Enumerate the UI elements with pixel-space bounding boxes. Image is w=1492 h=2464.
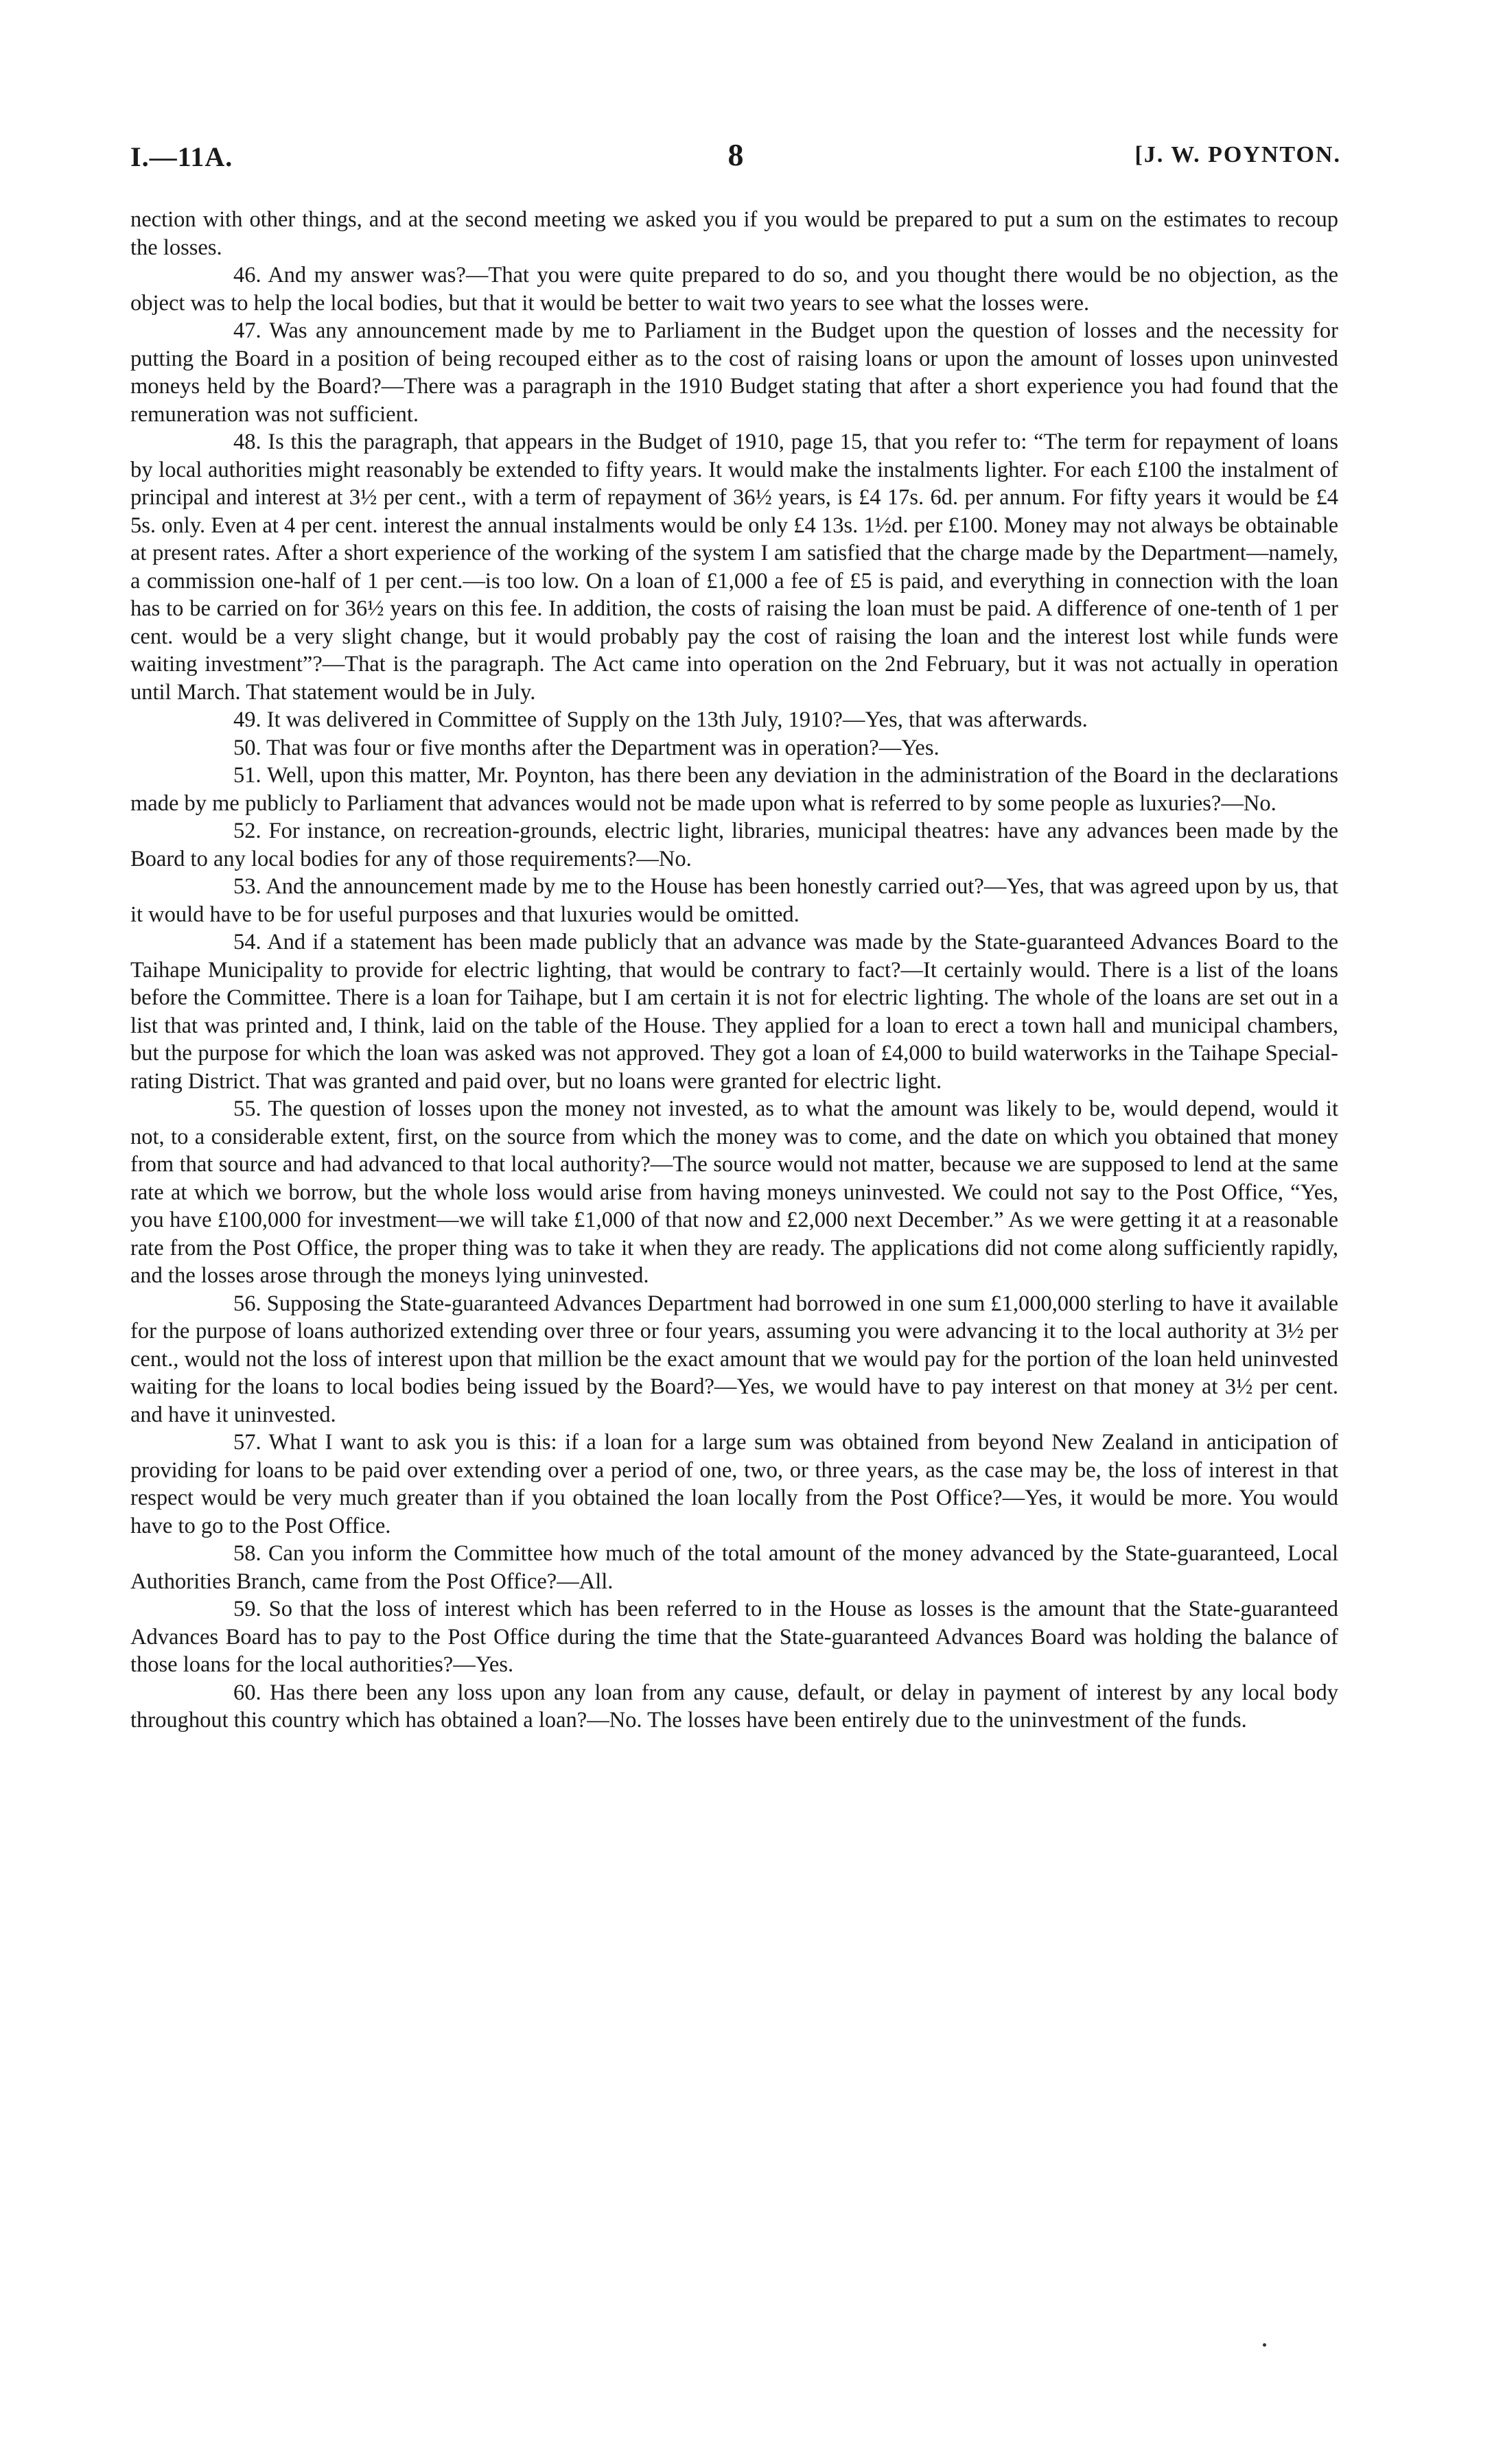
witness-name: [J. W. POYNTON. [1134,142,1341,167]
question-51: 51. Well, upon this matter, Mr. Poynton, has there been any deviation in the administration of the Board in the declarations made by me publicly to Parliament that advances would not be made upon what is referred to by some people as luxuries?—No. [130,763,1338,816]
print-speck [1263,2343,1266,2347]
question-48: 48. Is this the paragraph, that appears in the Budget of 1910, page 15, that you refer to: “The term for repayment of loans by local authorities might reasonably be extended to fifty years. It would make the instalments lighter. For each £100 the instalment of principal and interest at 3½ per cent., with a term of repayment of 36½ years, is £4 17s. 6d. per annum. For fifty years it would be £4 5s. only. Even at 4 per cent. interest the annual instalments would be only £4 13s. 1½d. per £100. Money may not always be obtainable at present rates. After a short experience of the working of the system I am satisfied that the charge made by the Department—namely, a commission one-half of 1 per cent.—is too low. On a loan of £1,000 a fee of £5 is paid, and everything in connection with the loan has to be carried on for 36½ years on this fee. In addition, the costs of raising the loan must be paid. A difference of one-tenth of 1 per cent. would be a very slight change, but it would probably pay the cost of raising the loan and the interest lost while funds were waiting investment”?—That is the paragraph. The Act came into operation on the 2nd February, but it was not actually in operation until March. That statement would be in July. [130,430,1338,705]
page-header [130,137,1341,182]
document-reference: I.—11A. [130,141,233,172]
question-46: 46. And my answer was?—That you were quite prepared to do so, and you thought there would be no objection, as the object was to help the local bodies, but that it would be better to wait two years to see what the losses were. [130,263,1338,316]
question-58: 58. Can you inform the Committee how much of the total amount of the money advanced by the State-guaranteed, Local Authorities Branch, came from the Post Office?—All. [130,1541,1338,1594]
question-60: 60. Has there been any loss upon any loan from any cause, default, or delay in payment of interest by any local body throughout this country which has obtained a loan?—No. The losses have been entirely due to the uninvestment of the funds. [130,1680,1338,1733]
question-53: 53. And the announcement made by me to the House has been honestly carried out?—Yes, that was agreed upon by us, that it would have to be for useful purposes and that luxuries would be omitted. [130,874,1338,927]
question-50: 50. That was four or five months after the Department was in operation?—Yes. [233,735,940,760]
question-52: 52. For instance, on recreation-grounds, electric light, libraries, municipal theatres: have any advances been made by the Board to any local bodies for any of those requirements?—No. [130,819,1338,871]
question-47: 47. Was any announcement made by me to Parliament in the Budget upon the question of losses and the necessity for putting the Board in a position of being recouped either as to the cost of raising loans or upon the amount of losses upon uninvested moneys held by the Board?—There was a paragraph in the 1910 Budget stating that after a short experience you had found that the remuneration was not sufficient. [130,318,1338,427]
question-59: 59. So that the loss of interest which has been referred to in the House as losses is the amount that the State-guaranteed Advances Board has to pay to the Post Office during the time that the State-guaranteed Advances Board was holding the balance of those loans for the local authorities?—Yes. [130,1597,1338,1677]
question-54: 54. And if a statement has been made publicly that an advance was made by the State-guaranteed Advances Board to the Taihape Municipality to provide for electric lighting, that would be contrary to fact?—It certainly would. There is a list of the loans before the Committee. There is a loan for Taihape, but I am certain it is not for electric lighting. The whole of the loans are set out in a list that was printed and, I think, laid on the table of the House. They applied for a loan to erect a town hall and municipal chambers, but the purpose for which the loan was asked was not approved. They got a loan of £4,000 to build waterworks in the Taihape Special-rating District. That was granted and paid over, but no loans were granted for electric light. [130,930,1338,1094]
question-56: 56. Supposing the State-guaranteed Advances Department had borrowed in one sum £1,000,000 sterling to have it available for the purpose of loans authorized extending over three or four years, assuming you were advancing it to the local authority at 3½ per cent., would not the loss of interest upon that million be the exact amount that we would pay for the portion of the loan held uninvested waiting for the loans to local bodies being issued by the Board?—Yes, we would have to pay interest on that money at 3½ per cent. and have it uninvested. [130,1291,1338,1427]
question-57: 57. What I want to ask you is this: if a loan for a large sum was obtained from beyond New Zealand in anticipation of providing for loans to be paid over extending over a period of one, two, or three years, as the case may be, the loss of interest in that respect would be very much greater than if you obtained the loan locally from the Post Office?—Yes, it would be more. You would have to go to the Post Office. [130,1430,1338,1538]
paragraph-continuation: nection with other things, and at the second meeting we asked you if you would be prepared to put a sum on the estimates to recoup the losses. [130,207,1338,260]
transcript-body [130,206,1338,1735]
question-55: 55. The question of losses upon the money not invested, as to what the amount was likely to be, would depend, would it not, to a considerable extent, first, on the source from which the money was to come, and the date on which you obtained that money from that source and had advanced to that local authority?—The source would not matter, because we are supposed to lend at the same rate at which we borrow, but the whole loss would arise from having moneys uninvested. We could not say to the Post Office, “Yes, you have £100,000 for investment—we will take £1,000 of that now and £2,000 next December.” As we were getting it at a reasonable rate from the Post Office, the proper thing was to take it when they are ready. The applications did not come along sufficiently rapidly, and the losses arose through the moneys lying uninvested. [130,1096,1338,1288]
question-49: 49. It was delivered in Committee of Supply on the 13th July, 1910?—Yes, that was afterwards. [233,707,1088,732]
page-number: 8 [727,137,744,172]
